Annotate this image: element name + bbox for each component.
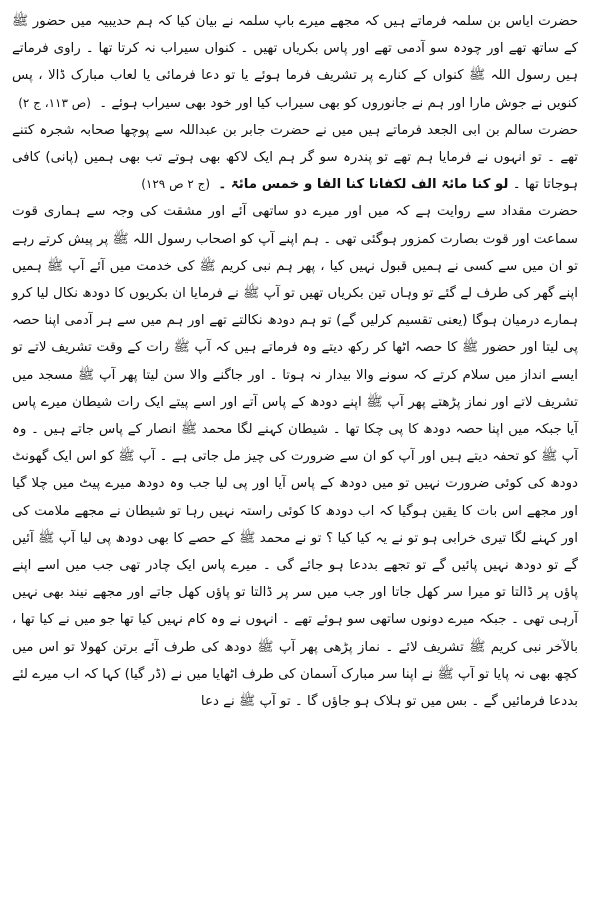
paragraph-text: حضرت ایاس بن سلمہ فرماتے ہیں کہ مجھے میرے باپ سلمہ نے بیان کیا کہ ہم حدیبیہ میں حضور ﷺ کے ساتھ تھے اور چودہ سو آدمی تھے اور پاس بکریاں تھیں ۔ کنواں سیراب نہ کرتا تھا ۔ راوی فرماتے ہیں رسول اللہ ﷺ کنواں کے کنارے پر تشریف فرما ہوئے یا تو دعا فرمائی یا لعاب مبارک ڈالا ، پس کنویں نے جوش مارا اور ہم نے جانوروں کو بھی سیراب کیا اور خود بھی سیراب ہوئے ۔ [12, 14, 578, 111]
reference-citation: (ج ۲ ص ۱۲۹) [141, 177, 211, 192]
paragraph-1 [12, 8, 578, 117]
paragraph-2 [12, 117, 578, 199]
paragraph-text: حضرت سالم بن ابی الجعد فرماتے ہیں میں نے حضرت جابر بن عبداللہ سے پوچھا صحابہ شجرہ کتنے تھے ۔ تو انہوں نے فرمایا ہم تھے تو پندرہ سو گر ہم ایک لاکھ بھی ہوتے تب بھی ہمیں (پانی) کافی ہوجاتا تھا ۔ [12, 122, 578, 193]
arabic-quote: لو کنا مائۃ الف لکفانا کنا الفا و خمس مائۃ ۔ [218, 177, 509, 193]
paragraph-3 [12, 198, 578, 715]
paragraph-text: حضرت مقداد سے روایت ہے کہ میں اور میرے دو ساتھی آئے اور مشقت کی وجہ سے ہماری قوت سماعت اور قوت بصارت کمزور ہوگئی تھی ۔ ہم اپنے آپ کو اصحاب رسول اللہ ﷺ پر پیش کرتے رہے تو ان میں سے کسی نے ہمیں قبول نہیں کیا ، پھر ہم نبی کریم ﷺ کی خدمت میں آئے آپ ﷺ ہمیں اپنے گھر کی طرف لے گئے تو وہاں تین بکریاں تھیں تو آپ ﷺ نے فرمایا ان بکریوں کا دودھ نکال لیا کرو ہمارے درمیان ہوگا (یعنی تقسیم کرلیں گے) تو ہم دودھ نکالتے تھے اور ہم میں سے ہر آدمی اپنا حصہ پی لیتا اور حضور ﷺ کا حصہ اٹھا کر رکھ دیتے وہ فرماتے ہیں کہ آپ ﷺ رات کے وقت تشریف لاتے تو ایسے انداز میں سلام کرتے کہ سونے والا بیدار نہ ہوتا ۔ اور جاگنے والا سن لیتا پھر آپ ﷺ مسجد میں تشریف لاتے اور نماز پڑھتے پھر آپ ﷺ اپنے دودھ کے پاس آتے اور اسے پیتے ایک رات شیطان میرے پاس آیا جبکہ میں اپنا حصہ دودھ کا پی چکا تھا ۔ شیطان کہنے لگا محمد ﷺ انصار کے پاس جاتے ہیں ۔ وہ آپ ﷺ کو تحفہ دیتے ہیں اور آپ کو ان سے ضرورت کی چیز مل جاتی ہے ۔ آپ ﷺ کو اس ایک گھونٹ دودھ کی کوئی ضرورت نہیں تو میں دودھ کے پاس آیا اور پی لیا جب وہ دودھ میرے پیٹ میں چلا گیا اور مجھے اس بات کا یقین ہوگیا کہ اب دودھ کا کوئی راستہ نہیں رہا تو شیطان نے مجھے ملامت کی اور کہنے لگا تیری خرابی ہو تو نے یہ کیا کیا ؟ تو نے محمد ﷺ کے حصے کا بھی دودھ پی لیا آپ ﷺ آئیں گے تو دودھ نہیں پائیں گے تو تجھے بددعا ہو جائے گی ۔ میرے پاس ایک چادر تھی جب میں اسے اپنے پاؤں پر ڈالتا تو میرا سر کھل جاتا اور جب میں سر پر ڈالتا تو پاؤں کھل جاتے اور مجھے نیند بھی نہیں آرہی تھی ۔ جبکہ میرے دونوں ساتھی سو ہوئے تھے ۔ انہوں نے وہ کام نہیں کیا تھا جو میں نے کیا تھا ، بالآخر نبی کریم ﷺ تشریف لائے ۔ نماز پڑھی پھر آپ ﷺ دودھ کی طرف آئے برتن کھولا تو اس میں کچھ بھی نہ پایا تو آپ ﷺ نے اپنا سر مبارک آسمان کی طرف اٹھایا میں نے (ڈر گیا) کہا کہ اب میرے لئے بددعا فرمائیں گے ۔ بس میں تو ہلاک ہو جاؤں گا ۔ تو آپ ﷺ نے دعا [12, 204, 578, 710]
reference-citation: (ص ۱۱۳، ج ۲) [18, 95, 91, 110]
